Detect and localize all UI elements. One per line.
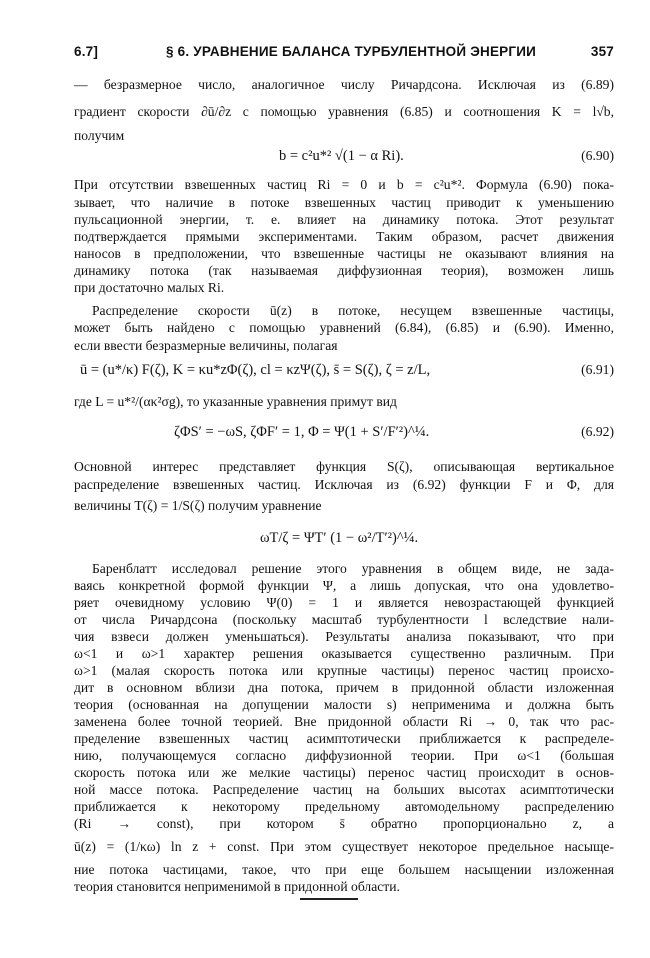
text-line: ряет очевидному условию Ψ(0) = 1 и является невозрастающей функцией	[74, 595, 614, 610]
text-line: чия взвеси должен уменьшаться). Результаты анализа показывают, что при	[74, 629, 614, 644]
text-line: градиент скорости ∂ū/∂z с помощью уравнения (6.85) и соотношения K = l√b,	[74, 104, 614, 119]
text-line: теория (основанная на допущении малости s) неприменима и должна быть	[74, 697, 614, 712]
text-line: Баренблатт исследовал решение этого уравнения в общем виде, не задa-	[92, 561, 614, 576]
text-line: величины T(ζ) = 1/S(ζ) получим уравнение	[74, 498, 322, 513]
text-line: ваясь конкретной формой функции Ψ, а лишь допуская, что она удовлетво-	[74, 578, 614, 593]
text-line: скорость потока или же мелкие частицы) перенос частиц происходит в основ-	[74, 765, 614, 780]
equation-body: ωT/ζ = ΨT′ (1 − ω²/T′²)^¼.	[260, 530, 419, 546]
text-line: если ввести безразмерные величины, полагая	[74, 338, 338, 353]
text-line: ū(z) = (1/κω) ln z + const. При этом существует некоторое предельное насыще-	[74, 839, 614, 854]
text-line: приближается к некоторому предельному автомодельному распределению	[74, 799, 614, 814]
text-line: пределение взвешенных частиц асимптотически приближается к распределе-	[74, 731, 614, 746]
text-line: (Ri → const), при котором s̄ обратно пропорционально z, а	[74, 816, 614, 831]
text-line: ние потока частицами, такое, что при еще большем насыщении изложенная	[74, 862, 614, 877]
text-line: дит в основном вблизи дна потока, причем в придонной области изложенная	[74, 680, 614, 695]
text-line: подтверждается прямыми экспериментами. Таким образом, расчет движения	[74, 229, 614, 244]
equation-body: ū = (u*/κ) F(ζ), K = κu*zΦ(ζ), cl = κzΨ(ζ), s̄ = S(ζ), ζ = z/L,	[80, 362, 431, 378]
equation-number: (6.91)	[581, 362, 614, 377]
text-line: — безразмерное число, аналогичное числу Ричардсона. Исключая из (6.89)	[74, 77, 614, 92]
end-rule	[300, 898, 358, 900]
page-number: 357	[590, 44, 614, 59]
text-line: нию, получающемуся согласно диффузионной теории. При ω<1 (большая	[74, 748, 614, 763]
equation-number: (6.90)	[581, 148, 614, 163]
section-reference: 6.7]	[74, 44, 99, 59]
text-line: При отсутствии взвешенных частиц Ri = 0 и b = c²u*². Формула (6.90) пока-	[74, 177, 614, 192]
text-line: при достаточно малых Ri.	[74, 280, 225, 295]
text-line: где L = u*²/(ακ²σg), то указанные уравнения примут вид	[74, 394, 397, 409]
text-line: Основной интерес представляет функция S(ζ), описывающая вертикальное	[74, 459, 614, 474]
text-line: заменена более точной теорией. Вне придонной области Ri → 0, так что рас-	[74, 714, 614, 729]
text-line: динамику потока (так называемая диффузионная теория), возможен лишь	[74, 263, 614, 278]
equation-number: (6.92)	[581, 424, 614, 439]
text-line: зывает, что наличие в потоке взвешенных частиц приводит к уменьшению	[74, 195, 614, 210]
text-line: наносов в предположении, что взвешенные частицы не оказывают влияния на	[74, 246, 614, 261]
text-line: получим	[74, 128, 125, 143]
text-line: от числа Ричардсона (поскольку масштаб турбулентности l вследствие нали-	[74, 612, 614, 627]
running-header	[74, 44, 614, 64]
header-title: § 6. УРАВНЕНИЕ БАЛАНСА ТУРБУЛЕНТНОЙ ЭНЕРГИИ	[166, 44, 537, 59]
text-line: теория становится неприменимой в придонной области.	[74, 879, 400, 894]
text-line: может быть найдено с помощью уравнений (6.84), (6.85) и (6.90). Именно,	[74, 320, 614, 335]
text-line: распределение взвешенных частиц. Исключая из (6.92) функции F и Φ, для	[74, 477, 614, 492]
text-line: пульсационной энергии, т. е. влияет на динамику потока. Этот результат	[74, 212, 614, 227]
text-line: ω<1 и ω>1 характер решения оказывается существенно различным. При	[74, 646, 614, 661]
equation-body: b = c²u*² √(1 − α Ri).	[279, 148, 404, 164]
equation-body: ζΦS′ = −ωS, ζΦF′ = 1, Φ = Ψ(1 + S′/F′²)^¼.	[174, 424, 430, 440]
text-line: Распределение скорости ū(z) в потоке, несущем взвешенные частицы,	[92, 303, 614, 318]
text-line: ной массе потока. Распределение частиц на больших высотах асимптотически	[74, 782, 614, 797]
text-line: ω>1 (малая скорость потока или крупные частицы) перенос частиц происхо-	[74, 663, 614, 678]
